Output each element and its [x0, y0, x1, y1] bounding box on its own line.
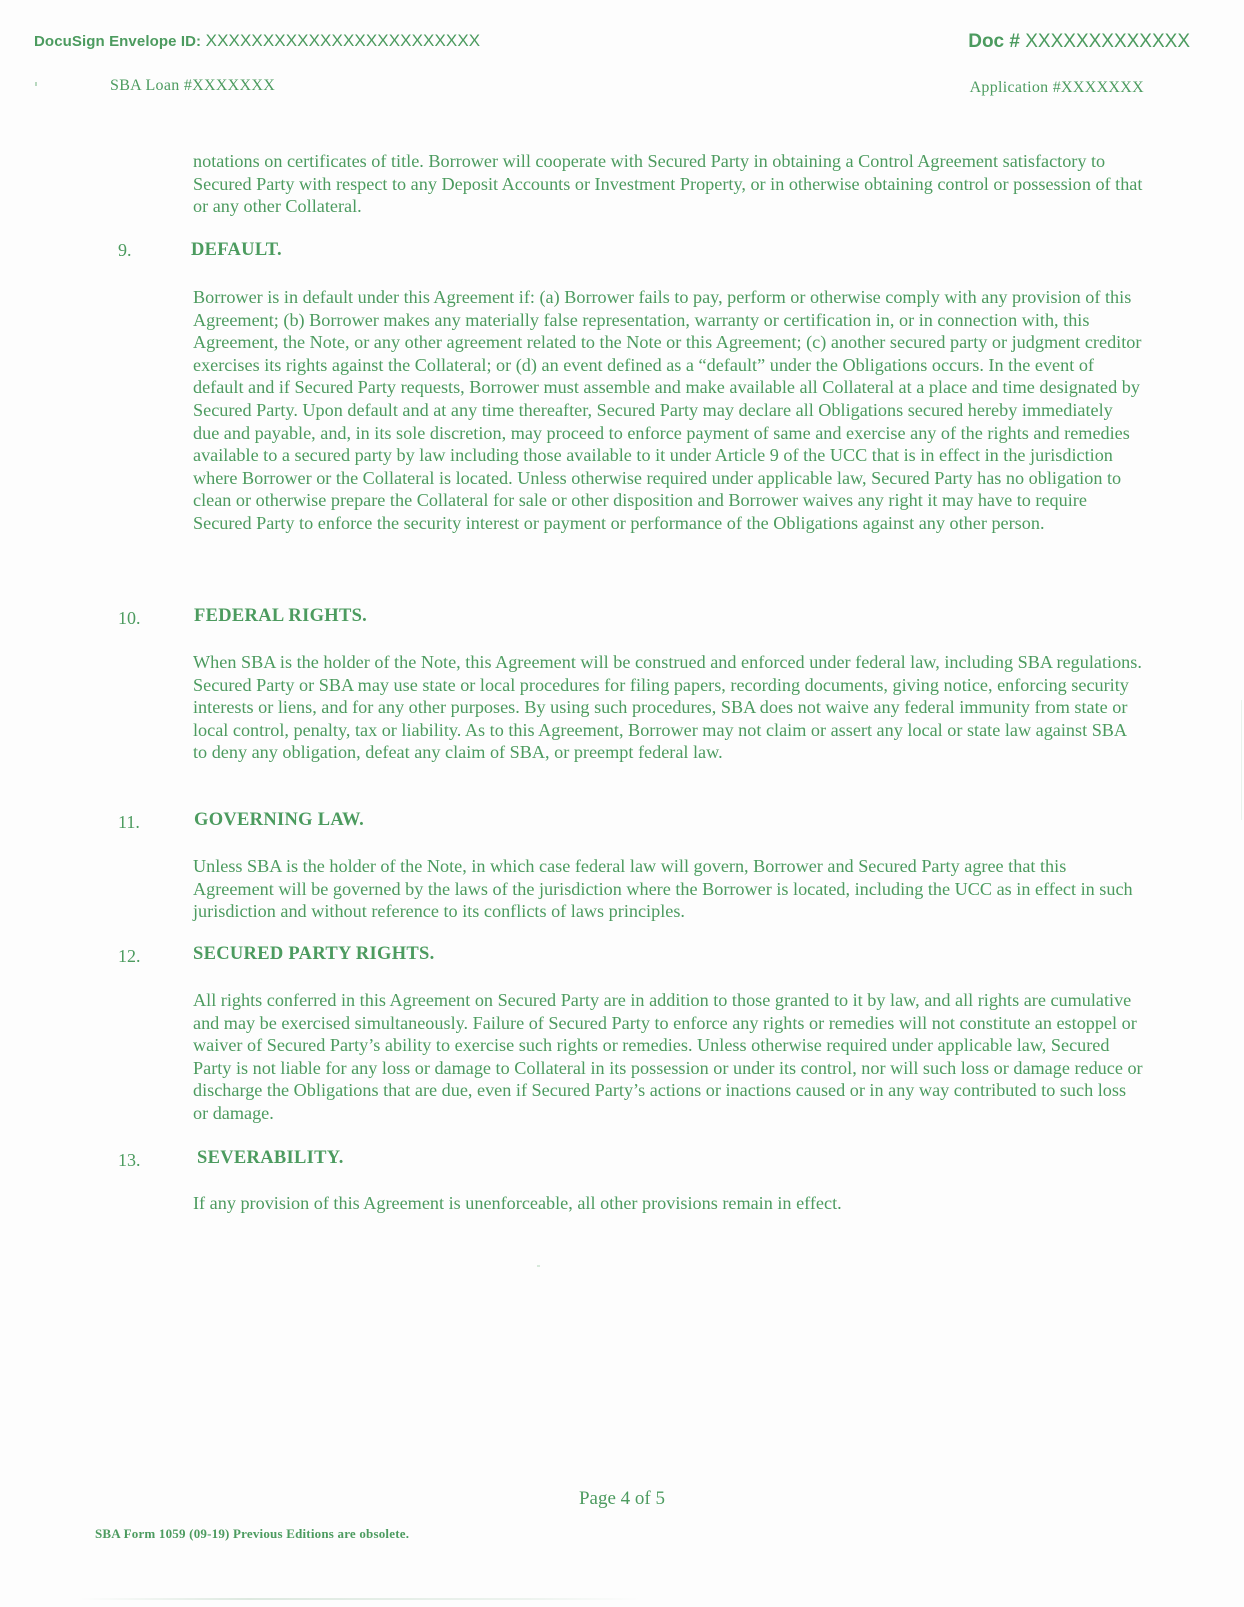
section-number: 12.: [118, 946, 141, 966]
section-title-governing-law: GOVERNING LAW.: [194, 810, 365, 830]
docusign-envelope-header: [34, 31, 480, 51]
section-number: 13.: [118, 1150, 141, 1170]
section-title-default: DEFAULT.: [191, 240, 282, 260]
intro-paragraph: notations on certificates of title. Borrower will cooperate with Secured Party in obtaining a Control Agreement satisfactory to Secured Party with respect to any Deposit Accounts or Investment Property, or in otherwise obtaining control or possession of that or any other Collateral.: [193, 151, 1143, 217]
envelope-id: XXXXXXXXXXXXXXXXXXXXXXXX: [205, 31, 481, 50]
section-body-severability: If any provision of this Agreement is unenforceable, all other provisions remain in effect.: [193, 1193, 842, 1213]
section-body-default: Borrower is in default under this Agreement if: (a) Borrower fails to pay, perform or otherwise comply with any provision of this Agreement; (b) Borrower makes any materially false representation, warranty or certification in, or in connection with, this Agreement, the Note, or any other agreement related to the Note or this Agreement; (c) another secured party or judgment creditor exercises its rights against the Collateral; or (d) an event defined as a “default” under the Obligations occurs. In the event of default and if Secured Party requests, Borrower must assemble and make available all Collateral at a place and time designated by Secured Party. Upon default and at any time thereafter, Secured Party may declare all Obligations secured hereby immediately due and payable, and, in its sole discretion, may proceed to enforce payment of same and exercise any of the rights and remedies available to a secured party by law including those available to it under Article 9 of the UCC that is in effect in the jurisdiction where Borrower or the Collateral is located. Unless otherwise required under applicable law, Secured Party has no obligation to clean or otherwise prepare the Collateral for sale or other disposition and Borrower waives any right it may have to require Secured Party to enforce the security interest or payment or performance of the Obligations against any other person.: [193, 287, 1142, 533]
scan-speck: [537, 1265, 540, 1267]
scan-edge-artifact: [80, 1598, 640, 1600]
application-number: Application #XXXXXXX: [969, 79, 1144, 96]
scan-edge-artifact: [1241, 700, 1242, 820]
section-title-federal-rights: FEDERAL RIGHTS.: [194, 606, 368, 626]
page-number: Page 4 of 5: [578, 1488, 665, 1509]
section-number: 11.: [118, 812, 140, 832]
doc-number-header: [968, 31, 1190, 53]
section-title-secured-party-rights: SECURED PARTY RIGHTS.: [193, 944, 435, 964]
section-number: 9.: [118, 240, 132, 260]
docusign-label: DocuSign Envelope ID:: [34, 33, 202, 50]
section-number: 10.: [118, 608, 141, 628]
section-body-governing-law: Unless SBA is the holder of the Note, in which case federal law will govern, Borrower and Secured Party agree that this Agreement will be governed by the laws of the jurisdiction where the Borrower is located, including the UCC as in effect in such jurisdiction and without reference to its conflicts of laws principles.: [193, 856, 1133, 922]
sba-loan-number: SBA Loan #XXXXXXX: [110, 77, 276, 94]
section-body-federal-rights: When SBA is the holder of the Note, this Agreement will be construed and enforced under federal law, including SBA regulations. Secured Party or SBA may use state or local procedures for filing papers, recording documents, giving notice, enforcing security interests or liens, and for any other purposes. By using such procedures, SBA does not waive any federal immunity from state or local control, penalty, tax or liability. As to this Agreement, Borrower may not claim or assert any local or state law against SBA to deny any obligation, defeat any claim of SBA, or preempt federal law.: [193, 652, 1142, 763]
doc-number-value: XXXXXXXXXXXXX: [1025, 31, 1190, 52]
margin-mark: [35, 82, 37, 86]
doc-number-label: Doc #: [968, 31, 1020, 52]
section-title-severability: SEVERABILITY.: [197, 1148, 344, 1168]
section-body-secured-party-rights: All rights conferred in this Agreement on Secured Party are in addition to those granted to it by law, and all rights are cumulative and may be exercised simultaneously. Failure of Secured Party to enforce any rights or remedies will not constitute an estoppel or waiver of Secured Party’s ability to exercise such rights or remedies. Unless otherwise required under applicable law, Secured Party is not liable for any loss or damage to Collateral in its possession or under its control, nor will such loss or damage reduce or discharge the Obligations that are due, even if Secured Party’s actions or inactions caused or in any way contributed to such loss or damage.: [193, 990, 1143, 1123]
form-identifier: SBA Form 1059 (09-19) Previous Editions are obsolete.: [95, 1526, 410, 1541]
